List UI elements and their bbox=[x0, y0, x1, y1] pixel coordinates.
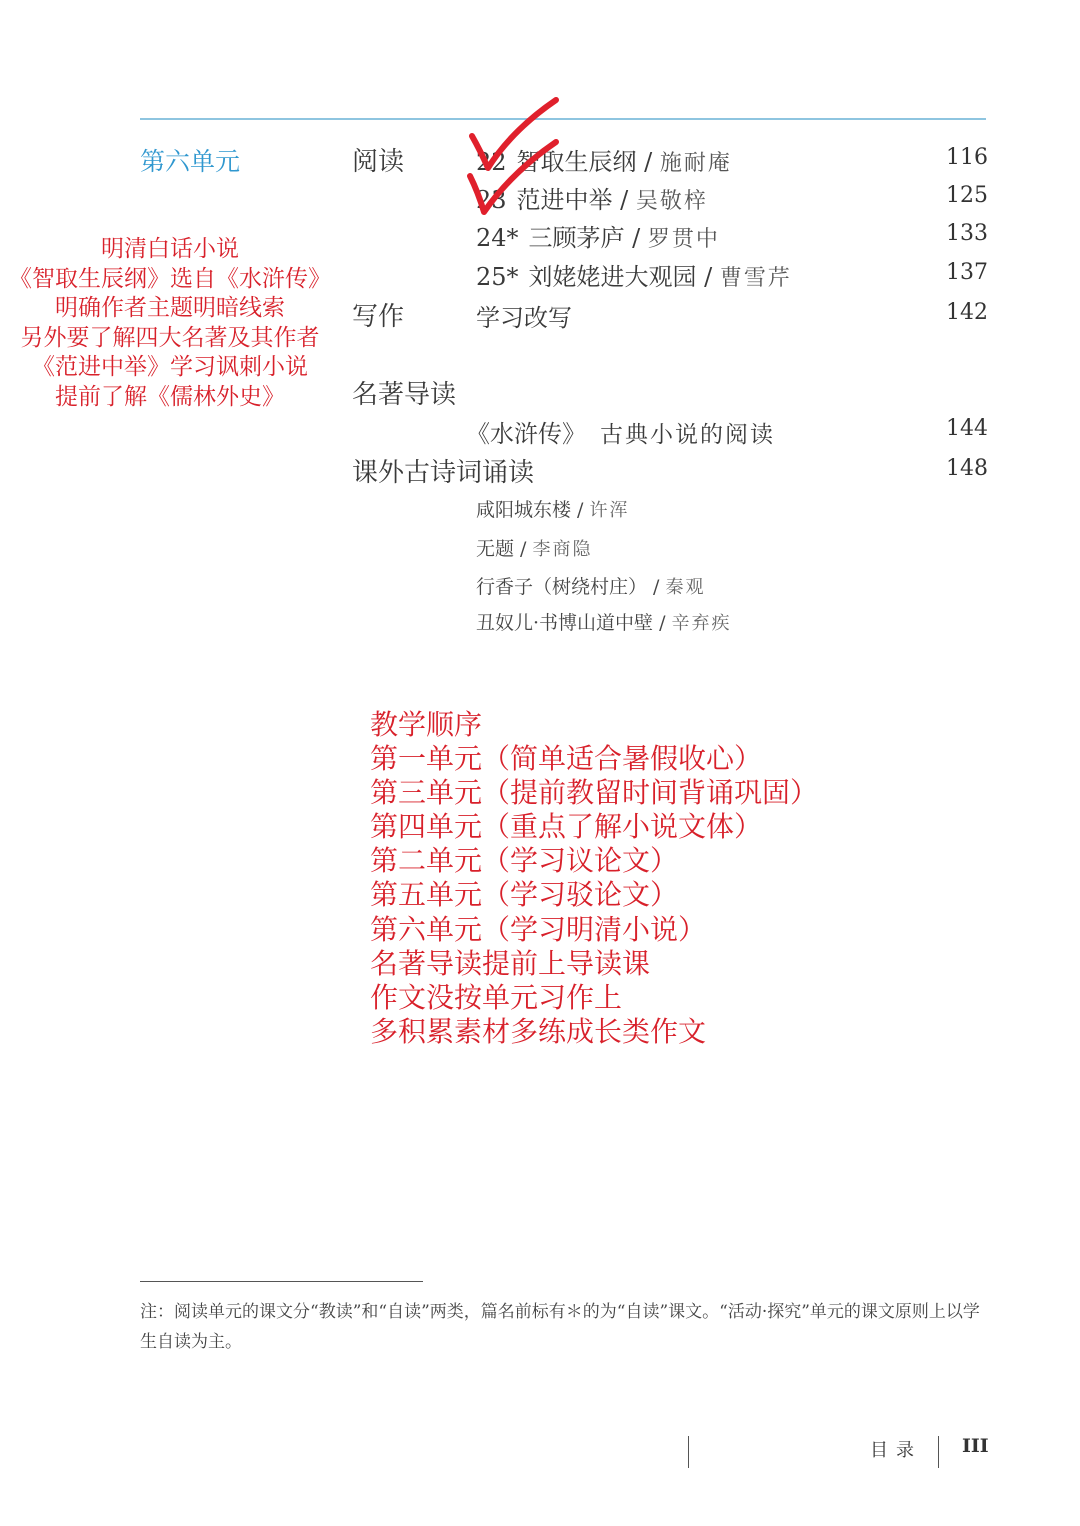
page-number: 142 bbox=[946, 300, 988, 325]
separator: / bbox=[636, 148, 660, 176]
teaching-order-line: 第五单元（学习驳论文） bbox=[370, 878, 679, 912]
teaching-order-line: 名著导读提前上导读课 bbox=[370, 946, 651, 980]
poem-entry[interactable] bbox=[476, 534, 593, 561]
teaching-order-line: 第一单元（简单适合暑假收心） bbox=[370, 742, 763, 776]
teaching-order-line: 作文没按单元习作上 bbox=[370, 980, 623, 1014]
entry-title: 范进中举 bbox=[516, 186, 613, 214]
separator: / bbox=[612, 186, 636, 214]
entry-author: 曹雪芹 bbox=[719, 266, 792, 291]
footer-page-number: III bbox=[962, 1435, 989, 1457]
entry-author: 施耐庵 bbox=[659, 151, 732, 176]
page-number: 144 bbox=[946, 416, 988, 441]
page-number: 116 bbox=[946, 145, 988, 170]
page-number: 133 bbox=[946, 221, 988, 246]
separator: / bbox=[696, 263, 720, 291]
separator: / bbox=[653, 612, 672, 634]
poem-entry[interactable] bbox=[476, 495, 630, 522]
separator: / bbox=[514, 538, 533, 560]
entry-author: 罗贯中 bbox=[647, 227, 720, 252]
annotation-line: 《范进中举》学习讽刺小说 bbox=[32, 354, 308, 381]
poem-author: 李商隐 bbox=[532, 539, 593, 560]
poem-title: 丑奴儿·书博山道中壁 bbox=[476, 612, 654, 634]
poem-title: 咸阳城东楼 bbox=[476, 499, 572, 521]
annotation-line: 明确作者主题明暗线索 bbox=[55, 295, 285, 322]
writing-entry[interactable]: 学习改写 bbox=[476, 304, 572, 332]
classics-title: 《水浒传》 bbox=[466, 420, 586, 448]
annotation-line: 提前了解《儒林外史》 bbox=[55, 383, 285, 410]
separator: / bbox=[571, 499, 590, 521]
section-writing: 写作 bbox=[352, 302, 405, 332]
teaching-order-line: 第二单元（学习议论文） bbox=[370, 844, 679, 878]
classics-entry[interactable] bbox=[466, 414, 775, 449]
poem-title: 行香子（树绕村庄） bbox=[476, 576, 648, 598]
entry-title: 三顾茅庐 bbox=[528, 224, 625, 252]
unit-title: 第六单元 bbox=[140, 147, 241, 176]
entry-number: 25* bbox=[476, 263, 519, 291]
teaching-order-annotation bbox=[370, 708, 818, 1049]
footer-divider bbox=[688, 1436, 689, 1468]
footer-label: 目录 bbox=[870, 1440, 922, 1461]
entry-title: 刘姥姥进大观园 bbox=[528, 263, 697, 291]
section-poetry: 课外古诗词诵读 bbox=[352, 458, 535, 488]
footer-divider bbox=[938, 1436, 939, 1468]
teaching-order-line: 第六单元（学习明清小说） bbox=[370, 912, 707, 946]
separator: / bbox=[647, 576, 666, 598]
red-checkmark-icon bbox=[472, 100, 556, 168]
poem-author: 许浑 bbox=[589, 500, 630, 521]
poem-entry[interactable] bbox=[476, 572, 706, 599]
teaching-order-line: 教学顺序 bbox=[370, 708, 483, 741]
entry-author: 吴敬梓 bbox=[635, 189, 708, 214]
teaching-order-line: 多积累素材多练成长类作文 bbox=[370, 1014, 707, 1048]
page-number: 137 bbox=[946, 260, 988, 285]
teaching-order-line: 第四单元（重点了解小说文体） bbox=[370, 810, 763, 844]
entry-number: 24* bbox=[476, 224, 519, 252]
annotation-line: 明清白话小说 bbox=[101, 236, 239, 262]
poem-entry[interactable] bbox=[476, 608, 732, 635]
page-number: 148 bbox=[946, 456, 988, 481]
footnote: 注：阅读单元的课文分“教读”和“自读”两类，篇名前标有＊的为“自读”课文。“活动·探究”单元的课文原则上以学生自读为主。 bbox=[140, 1302, 980, 1352]
poem-author: 辛弃疾 bbox=[671, 613, 732, 634]
section-classics: 名著导读 bbox=[352, 380, 457, 410]
entry-number: 22 bbox=[476, 148, 507, 176]
teaching-order-line: 第三单元（提前教留时间背诵巩固） bbox=[370, 776, 819, 810]
checkmarks bbox=[0, 0, 1080, 300]
annotation-line: 《智取生辰纲》选自《水浒传》 bbox=[9, 265, 331, 292]
poem-title: 无题 bbox=[476, 538, 515, 560]
classics-subtitle: 古典小说的阅读 bbox=[600, 422, 775, 448]
separator: / bbox=[624, 224, 648, 252]
entry-title: 智取生辰纲 bbox=[516, 148, 637, 176]
section-reading: 阅读 bbox=[352, 147, 405, 177]
footnote-rule bbox=[140, 1281, 423, 1282]
page-number: 125 bbox=[946, 183, 988, 208]
poem-author: 秦观 bbox=[665, 577, 706, 598]
entry-number: 23 bbox=[476, 186, 507, 214]
annotation-line: 另外要了解四大名著及其作者 bbox=[20, 324, 320, 351]
